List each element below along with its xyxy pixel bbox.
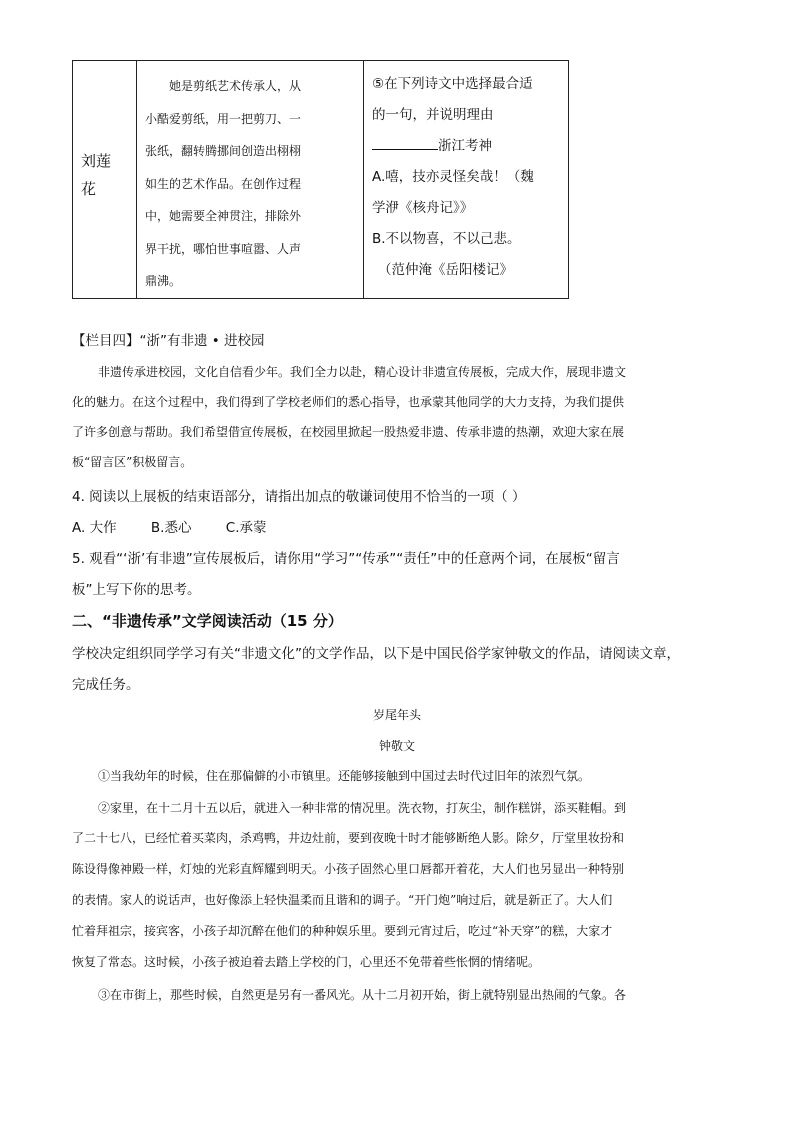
article-paragraph-line: 恢复了常态。这时候，小孩子被迫着去踏上学校的门，心里还不免带着些怅惘的情绪呢。 (72, 955, 541, 969)
task-line: （范仲淹《岳阳楼记》 (378, 262, 513, 278)
column4-line: 了许多创意与帮助。我们希望借宣传展板，在校园里掀起一股热爱非遗、传承非遗的热潮，欢迎大家在展 (72, 425, 625, 439)
article-paragraph-line: ③在市街上，那些时候，自然更是另有一番风光。从十二月初开始，街上就特别显出热闹的气象。各 (98, 988, 627, 1002)
description-line: 张纸，翻转腾挪间创造出栩栩 (145, 144, 302, 158)
task-line: 的一句，并说明理由 (372, 107, 494, 123)
article-paragraph-line: ②家里，在十二月十五以后，就进入一种非常的情况里。洗衣物，打灰尘，制作糕饼，添买鞋帽。到 (98, 801, 627, 815)
question-4-options: A. 大作 B.悉心 C.承蒙 (72, 520, 267, 536)
column4-line: 板“留言区”积极留言。 (72, 455, 193, 469)
description-cell (137, 61, 364, 299)
description-line: 界干扰，哪怕世事喧嚣、人声 (145, 241, 302, 256)
info-table (72, 60, 569, 299)
description-line: 鼎沸。 (145, 274, 182, 288)
description-line: 如生的艺术作品。在创作过程 (145, 176, 302, 191)
description-line: 小酷爱剪纸，用一把剪刀、一 (145, 111, 302, 126)
answer-blank (372, 135, 438, 150)
task-line: ⑤在下列诗文中选择最合适 (372, 76, 533, 92)
section-intro: 学校决定组织同学学习有关“非遗文化”的文学作品，以下是中国民俗学家钟敬文的作品，请阅读文章， (72, 646, 680, 662)
task-line (372, 131, 562, 162)
column4-heading: 【栏目四】“浙”有非遗 • 进校园 (72, 333, 265, 349)
question-5: 5. 观看“‘浙’有非遗”宣传展板后，请你用“学习”“传承”“责任”中的任意两个词，在展板“留言 (72, 551, 620, 567)
article-paragraph-line: ①当我幼年的时候，住在那偏僻的小市镇里。还能够接触到中国过去时代过旧年的浓烈气氛。 (98, 769, 591, 783)
task-line: A.嘻，技亦灵怪矣哉！（魏 (372, 169, 534, 185)
article-paragraph-line: 忙着拜祖宗，接宾客，小孩子却沉醉在他们的种种娱乐里。要到元宵过后，吃过“补天穿”的糕，大家才 (72, 924, 613, 938)
name-cell (73, 61, 137, 299)
section-heading: 二、“非遗传承”文学阅读活动（15 分） (72, 612, 343, 630)
table-row (73, 61, 569, 299)
description-line: 她是剪纸艺术传承人，从 (169, 79, 302, 93)
column4-line: 化的魅力。在这个过程中，我们得到了学校老师们的悉心指导，也承蒙其他同学的大力支持，为我们提供 (72, 395, 625, 409)
section-intro-cont: 完成任务。 (72, 677, 140, 693)
article-author: 钟敬文 (378, 739, 415, 753)
article-title: 岁尾年头 (372, 708, 421, 722)
article-paragraph-line: 的表情。家人的说话声，也好像添上轻快温柔而且谐和的调子。“开门炮”响过后，就是新正了。大人们 (72, 893, 613, 907)
description-line: 中，她需要全神贯注，排除外 (145, 209, 302, 223)
task-line: B.不以物喜，不以己悲。 (372, 231, 521, 247)
article-paragraph-line: 了二十七八，已经忙着买菜肉，杀鸡鸭，井边灶前，要到夜晚十时才能够断绝人影。除夕，厅堂里妆扮和 (72, 831, 625, 845)
question-4: 4. 阅读以上展板的结束语部分，请指出加点的敬谦词使用不恰当的一项（ ） (72, 489, 526, 505)
task-line: 学洢《核舟记》》 (372, 200, 474, 216)
task-cell (364, 61, 569, 299)
person-name: 刘莲花 (81, 152, 112, 198)
question-5-cont: 板”上写下你的思考。 (72, 582, 201, 598)
column4-line: 非遗传承进校园，文化自信看少年。我们全力以赴，精心设计非遗宣传展板，完成大作，展现非遗文 (98, 365, 627, 379)
task-watermark-text: 浙江考神 (438, 138, 492, 154)
article-paragraph-line: 陈设得像神殿一样，灯烛的光彩直辉耀到明天。小孩子固然心里口唇都开着花，大人们也另显出一种特别 (72, 862, 625, 876)
